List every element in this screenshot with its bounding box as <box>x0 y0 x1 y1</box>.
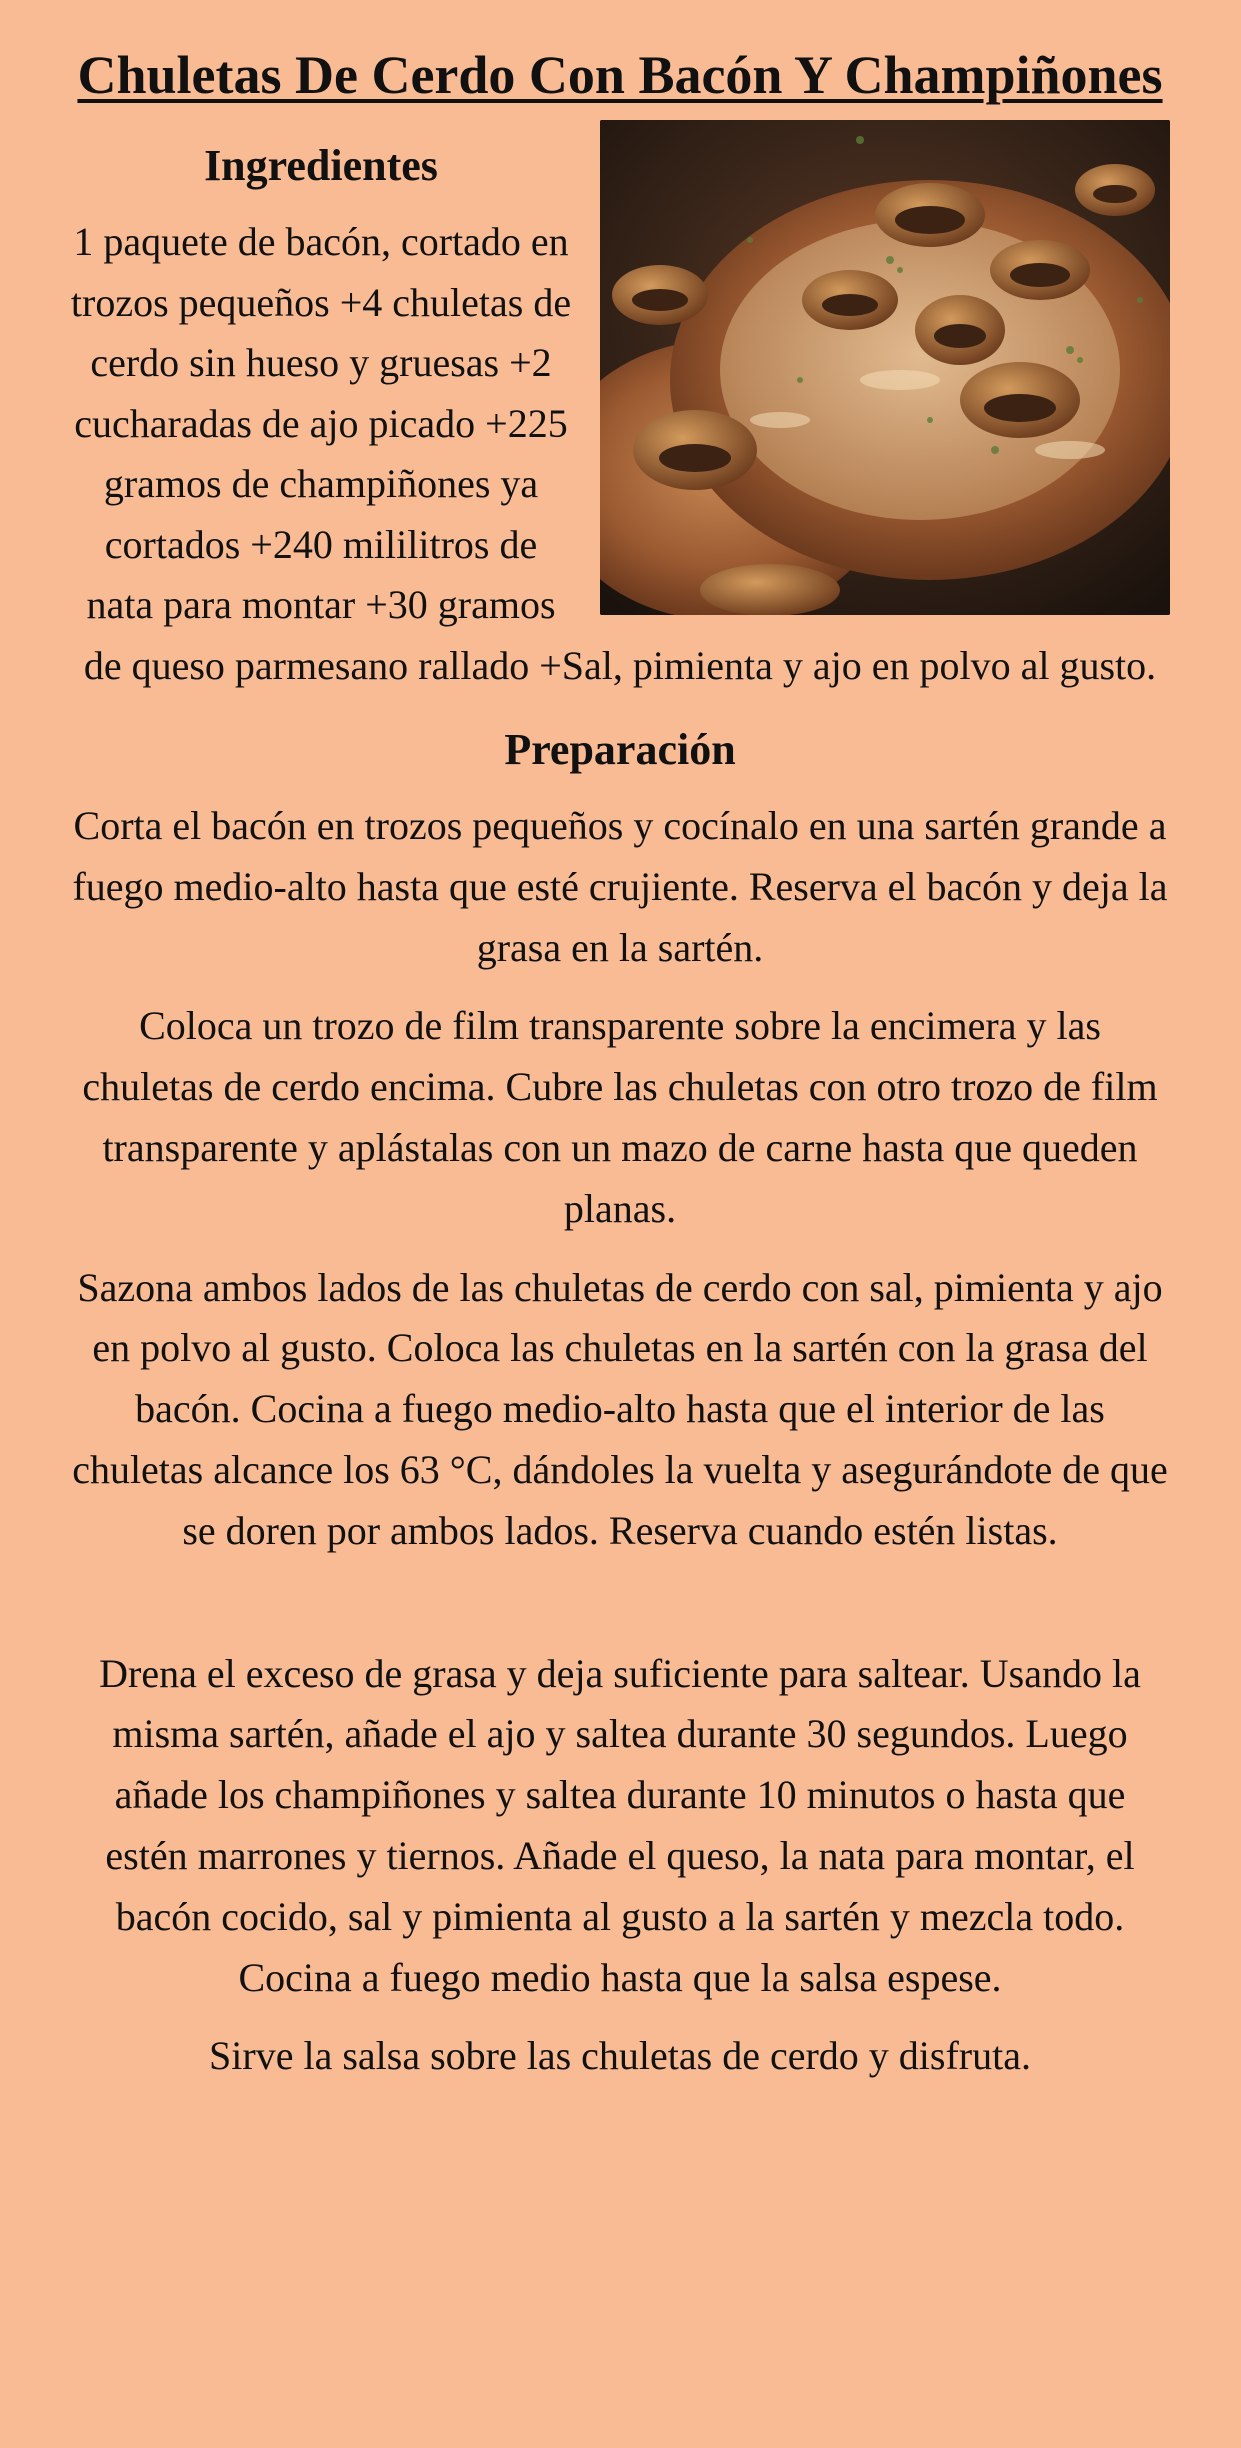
ingredients-text: 1 paquete de bacón, cortado en trozos pequeños +4 chuletas de cerdo sin hueso y gruesas +2 cucharadas de ajo picado +225 gramos de champiñones ya cortados +240 mililitros de nata para montar +30 gramos de queso parmesano rallado +Sal, pimienta y ajo en polvo al gusto. <box>70 219 1157 688</box>
ingredients-heading: Ingredientes <box>204 141 438 190</box>
recipe-title: Chuletas De Cerdo Con Bacón Y Champiñones <box>77 45 1163 105</box>
recipe-page <box>70 0 1170 2087</box>
preparation-step-3: Sazona ambos lados de las chuletas de cerdo con sal, pimienta y ajo en polvo al gusto. Coloca las chuletas en la sartén con la grasa del bacón. Cocina a fuego medio-alto hasta que el interior de las chuletas alcance los 63 °C, dándoles la vuelta y asegurándote de que se doren por ambos lados. Reserva cuando estén listas. <box>72 1264 1168 1553</box>
dish-photo-illustration <box>600 120 1170 615</box>
preparation-step-5: Sirve la salsa sobre las chuletas de cerdo y disfruta. <box>209 2033 1031 2079</box>
dish-photo <box>600 120 1170 615</box>
preparation-step-2: Coloca un trozo de film transparente sobre la encimera y las chuletas de cerdo encima. Cubre las chuletas con otro trozo de film transparente y aplástalas con un mazo de carne hasta que queden planas. <box>82 1003 1158 1231</box>
preparation-step-1: Corta el bacón en trozos pequeños y cocínalo en una sartén grande a fuego medio-alto hasta que esté crujiente. Reserva el bacón y deja la grasa en la sartén. <box>72 803 1168 970</box>
preparation-step-4: Drena el exceso de grasa y deja suficiente para saltear. Usando la misma sartén, añade el ajo y saltea durante 30 segundos. Luego añade los champiñones y saltea durante 10 minutos o hasta que estén marrones y tiernos. Añade el queso, la nata para montar, el bacón cocido, sal y pimienta al gusto a la sartén y mezcla todo. Cocina a fuego medio hasta que la salsa espese. <box>99 1650 1141 2000</box>
preparation-heading: Preparación <box>504 725 736 774</box>
